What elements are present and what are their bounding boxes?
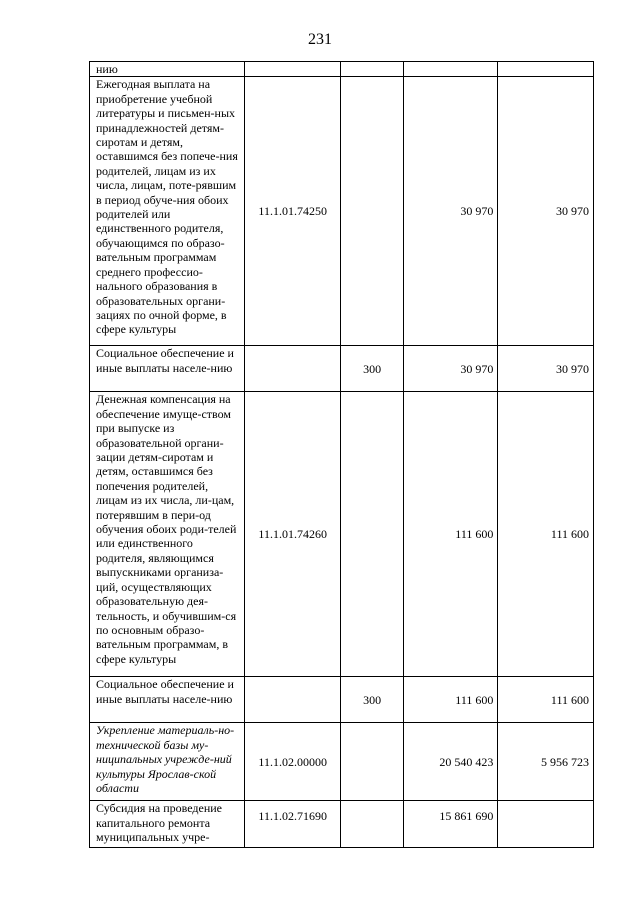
- row-amount-2-cell: 111 600: [498, 677, 594, 723]
- row-amount-2-cell: 111 600: [498, 392, 594, 677]
- table-row: [90, 62, 594, 77]
- row-name-cell: нию: [90, 62, 245, 77]
- row-amount-2-cell: 30 970: [498, 77, 594, 346]
- row-amount-1-cell: [403, 62, 498, 77]
- row-expense-type-cell: [341, 801, 403, 848]
- row-amount-1-cell: 111 600: [403, 392, 498, 677]
- row-code-cell: 11.1.01.74260: [244, 392, 341, 677]
- row-amount-1-cell: 30 970: [403, 346, 498, 392]
- row-name-cell: Субсидия на проведение капитального ремонта муниципальных учре-: [90, 801, 245, 848]
- table-row: [90, 346, 594, 392]
- budget-table: [89, 61, 594, 848]
- row-amount-2-cell: 5 956 723: [498, 723, 594, 801]
- row-name-cell: Социальное обеспечение и иные выплаты населе-нию: [90, 346, 245, 392]
- row-expense-type-cell: [341, 62, 403, 77]
- row-code-cell: [244, 677, 341, 723]
- row-code-cell: [244, 346, 341, 392]
- table-row: [90, 677, 594, 723]
- row-expense-type-cell: [341, 392, 403, 677]
- row-amount-2-cell: 30 970: [498, 346, 594, 392]
- row-name-cell: Укрепление материаль-но-технической базы му-ниципальных учрежде-ний культуры Ярослав-ской области: [90, 723, 245, 801]
- row-amount-2-cell: [498, 62, 594, 77]
- row-expense-type-cell: 300: [341, 346, 403, 392]
- row-expense-type-cell: [341, 77, 403, 346]
- row-amount-1-cell: 30 970: [403, 77, 498, 346]
- row-code-cell: 11.1.01.74250: [244, 77, 341, 346]
- row-name-cell: Ежегодная выплата на приобретение учебной литературы и письмен-ных принадлежностей детям-сиротам и детям, оставшимся без попече-ния родителей, лицам из их числа, лицам, поте-рявшим в период обуче-ния обоих родителей или единственного родителя, обучающимся по образо-вательным программам среднего профессио-нального образования в образовательных органи-зациях по очной форме, в сфере культуры: [90, 77, 245, 346]
- row-expense-type-cell: 300: [341, 677, 403, 723]
- row-expense-type-cell: [341, 723, 403, 801]
- table-row: [90, 801, 594, 848]
- row-name-cell: Денежная компенсация на обеспечение имуще-ством при выпуске из образовательной органи-зации детям-сиротам и детям, оставшимся без попечения родителей, лицам из их числа, ли-цам, потерявшим в пери-од обучения обоих роди-телей или единственного родителя, являющимся выпускниками организа-ций, осуществляющих образовательную дея-тельность, и обучившим-ся по основным образо-вательным программам, в сфере культуры: [90, 392, 245, 677]
- table-row: [90, 723, 594, 801]
- table-row: [90, 392, 594, 677]
- row-code-cell: [244, 62, 341, 77]
- row-amount-1-cell: 111 600: [403, 677, 498, 723]
- row-amount-1-cell: 20 540 423: [403, 723, 498, 801]
- page-number: 231: [308, 31, 332, 48]
- row-code-cell: 11.1.02.00000: [244, 723, 341, 801]
- row-name-cell: Социальное обеспечение и иные выплаты населе-нию: [90, 677, 245, 723]
- row-code-cell: 11.1.02.71690: [244, 801, 341, 848]
- table-row: [90, 77, 594, 346]
- row-amount-2-cell: [498, 801, 594, 848]
- row-amount-1-cell: 15 861 690: [403, 801, 498, 848]
